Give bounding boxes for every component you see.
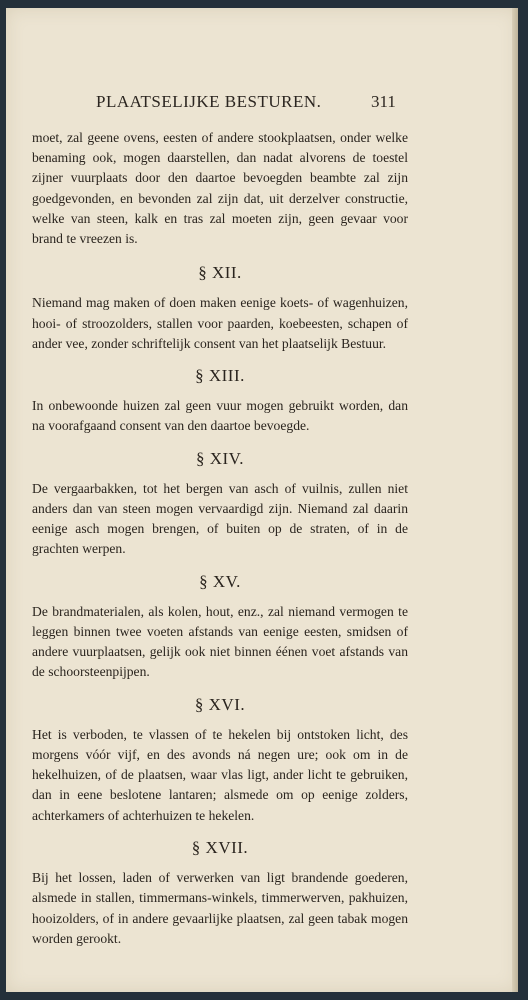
section-heading-xvi: § XVI.	[194, 694, 246, 714]
page-number: 311	[371, 92, 396, 111]
paragraph-xv: De brandmaterialen, als kolen, hout, enz., zal niemand vermogen te leggen binnen twee voeten afstands van eenige eesten, smidsen of andere vuurplaatsen, gelijk ook niet binnen éénen voet afstands van de schoorsteenpijpen.	[32, 603, 408, 680]
book-page	[6, 8, 518, 992]
section-heading-xvii: § XVII.	[191, 837, 249, 857]
section-heading-xiv: § XIV.	[195, 448, 245, 468]
page-edge	[512, 8, 518, 992]
running-title: PLAATSELIJKE BESTUREN.	[96, 92, 322, 111]
section-heading-xv: § XV.	[199, 571, 241, 591]
paragraph-xii: Niemand mag maken of doen maken eenige koets- of wagenhuizen, hooi- of stroozolders, stallen voor paarden, koebeesten, schapen of ander vee, zonder schriftelijk consent van het plaatselijk Bestuur.	[32, 295, 408, 351]
section-heading-xii: § XII.	[198, 263, 242, 283]
section-heading-xiii: § XIII.	[195, 366, 245, 386]
paragraph-xiii: In onbewoonde huizen zal geen vuur mogen gebruikt worden, dan na voorafgaand consent van den daartoe bevoegde.	[32, 398, 408, 434]
page-body	[32, 128, 408, 961]
paragraph-continuation: moet, zal geene ovens, eesten of andere stookplaatsen, onder welke benaming ook, mogen daarstellen, dan nadat alvorens de toestel zijner vuurplaats door den daartoe bevoegden beambte zal zijn goedgevonden, en bevonden zal zijn dat, uit derzelver constructie, welke van steen, kalk en tras zal moeten zijn, geen gevaar voor brand te vreezen is.	[32, 130, 408, 247]
paragraph-xvi: Het is verboden, te vlassen of te hekelen bij ontstoken licht, des morgens vóór vijf, en des avonds ná negen ure; ook om in de hekelhuizen, of de plaatsen, waar vlas ligt, ander licht te gebruiken, dan in eene beslotene lantaren; alsmede om op eenige zolders, achterkamers of achterhuizen te hekelen.	[32, 726, 408, 823]
paragraph-xvii: Bij het lossen, laden of verwerken van ligt brandende goederen, alsmede in stallen, timmermans-winkels, timmerwerven, pakhuizen, hooizolders, of in andere gevaarlijke plaatsen, zal geen tabak mogen worden gerookt.	[32, 870, 408, 946]
paragraph-xiv: De vergaarbakken, tot het bergen van asch of vuilnis, zullen niet anders dan van steen mogen vervaardigd zijn. Niemand zal daarin eenige asch mogen brengen, of buiten op de straten, of in de grachten werpen.	[32, 480, 408, 557]
